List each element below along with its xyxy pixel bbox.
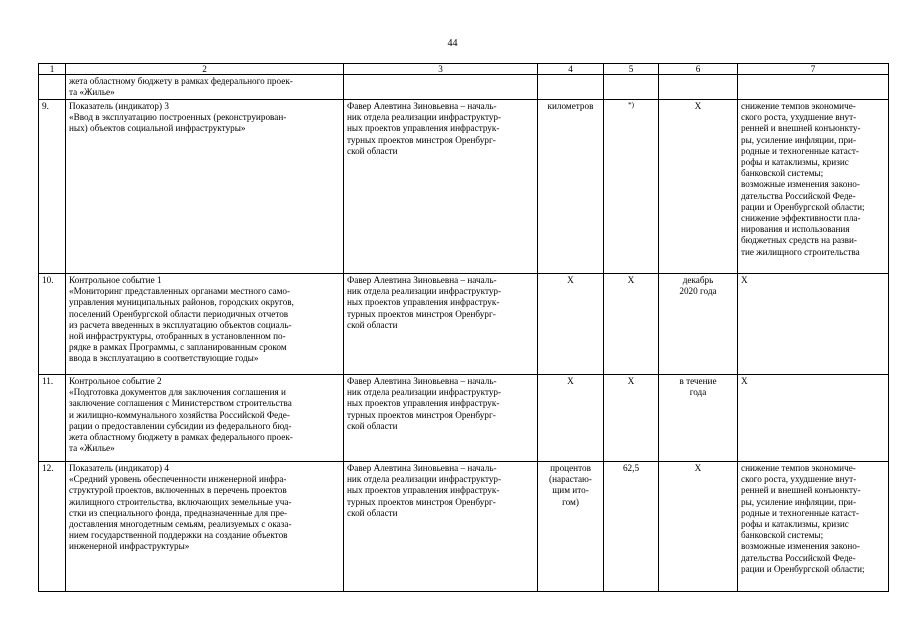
column-numbers-row [39,64,889,75]
row-number: 11. [39,375,66,462]
risks-cell: Х [738,375,889,462]
deadline-cell: Х [659,462,738,592]
unit-cell: километров [538,100,604,274]
indicator-cell: Показатель (индикатор) 3 «Ввод в эксплуатацию построенных (реконструирован- ных) объектов социальной инфраструктуры» [66,100,344,274]
value-cell: *) [604,100,659,274]
column-number: 4 [538,64,604,75]
row-number: 10. [39,274,66,375]
column-number: 6 [659,64,738,75]
unit-cell: Х [538,375,604,462]
risks-cell: снижение темпов экономиче- ского роста, ухудшение внут- ренней и внешней конъюнкту- ры, усиление инфляции, при- родные и техногенные катаст- рофы и катаклизмы, кризис банковской системы; возможные изменения законо- дательства Российской Феде- рации и Оренбургской области; [738,462,889,592]
risks-cell: Х [738,274,889,375]
table-row [39,375,889,462]
risks-cell [738,75,889,100]
deadline-cell: декабрь 2020 года [659,274,738,375]
responsible-cell: Фавер Алевтина Зиновьевна – началь- ник отдела реализации инфраструктур- ных проектов управления инфраструк- турных проектов минстроя Оренбург- ской области [344,375,538,462]
indicator-cell: Контрольное событие 2 «Подготовка документов для заключения соглашения и заключение соглашения с Министерством строительства и жилищно-коммунального хозяйства Российской Феде- рации о предоставлении субсидии из федерального бюд- жета областному бюджету в рамках федерального проек- та «Жилье» [66,375,344,462]
responsible-cell [344,75,538,100]
unit-cell: Х [538,274,604,375]
monitoring-table [38,63,889,592]
unit-cell: процентов (нарастаю- щим ито- гом) [538,462,604,592]
row-number: 12. [39,462,66,592]
responsible-cell: Фавер Алевтина Зиновьевна – началь- ник отдела реализации инфраструктур- ных проектов управления инфраструк- турных проектов минстроя Оренбург- ской области [344,462,538,592]
value-cell [604,75,659,100]
column-number: 7 [738,64,889,75]
value-cell: Х [604,274,659,375]
row-number: 9. [39,100,66,274]
value-cell: 62,5 [604,462,659,592]
indicator-cell: Показатель (индикатор) 4 «Средний уровень обеспеченности инженерной инфра- структурой проектов, включенных в перечень проектов жилищного строительства, включающих земельные уча- стки из специального фонда, предназначенные для пре- доставления многодетным семьям, реализуемых с оказа- нием государственной поддержки на создание объектов инженерной инфраструктуры» [66,462,344,592]
responsible-cell: Фавер Алевтина Зиновьевна – началь- ник отдела реализации инфраструктур- ных проектов управления инфраструк- турных проектов минстроя Оренбург- ской области [344,100,538,274]
page-number: 44 [447,38,458,49]
table-row [39,274,889,375]
deadline-cell: Х [659,100,738,274]
column-number: 5 [604,64,659,75]
column-number: 1 [39,64,66,75]
row-number [39,75,66,100]
risks-cell: снижение темпов экономиче- ского роста, ухудшение внут- ренней и внешней конъюнкту- ры, усиление инфляции, при- родные и техногенные катаст- рофы и катаклизмы, кризис банковской системы; возможные изменения законо- дательства Российской Феде- рации и Оренбургской области; снижение эффективности пла- нирования и использования бюджетных средств на разви- тие жилищного строительства [738,100,889,274]
unit-cell [538,75,604,100]
deadline-cell: в течение года [659,375,738,462]
indicator-cell: Контрольное событие 1 «Мониторинг представленных органами местного само- управления муниципальных районов, городских округов, поселений Оренбургской области периодичных отчетов из расчета введенных в эксплуатацию объектов социаль- ной инфраструктуры, отобранных в установленном по- рядке в рамках Программы, с запланированным сроком ввода в эксплуатацию в соответствующие годы» [66,274,344,375]
table-row [39,462,889,592]
table-row [39,100,889,274]
column-number: 3 [344,64,538,75]
deadline-cell [659,75,738,100]
table-row [39,75,889,100]
value-cell: Х [604,375,659,462]
responsible-cell: Фавер Алевтина Зиновьевна – началь- ник отдела реализации инфраструктур- ных проектов управления инфраструк- турных проектов минстроя Оренбург- ской области [344,274,538,375]
indicator-cell: жета областному бюджету в рамках федерального проек- та «Жилье» [66,75,344,100]
column-number: 2 [66,64,344,75]
